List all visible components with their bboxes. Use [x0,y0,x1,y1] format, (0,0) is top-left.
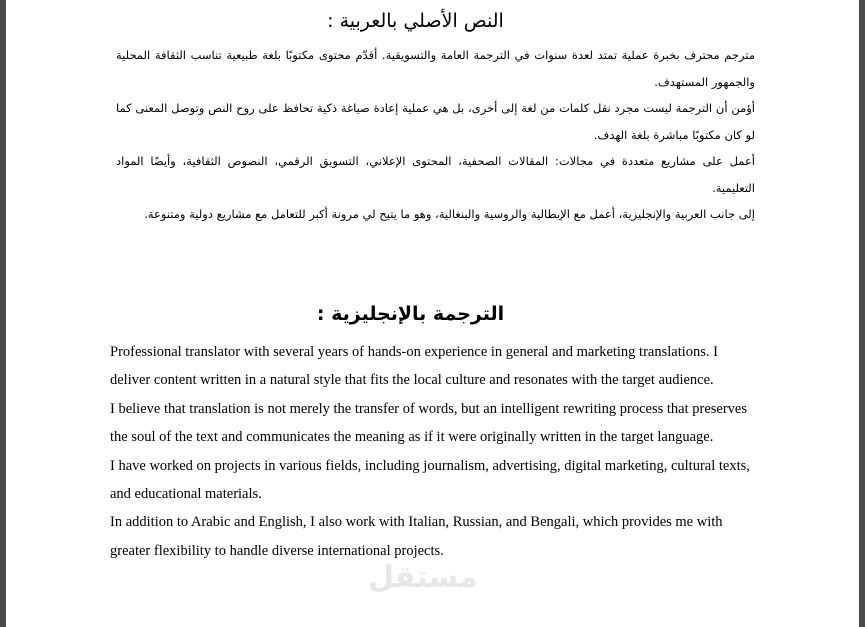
arabic-body [116,42,755,228]
english-body [110,338,758,565]
watermark-logo: مستقل [368,560,478,595]
english-translation-heading: الترجمة بالإنجليزية : [316,303,505,325]
arabic-paragraph: أؤمن أن الترجمة ليست مجرد نقل كلمات من لغة إلى أخرى، بل هي عملية إعادة صياغة ذكية تحافظ على روح النص وتوصل المعنى كما لو كان مكتوبًا مباشرة بلغة الهدف. [116,101,755,142]
english-paragraph: I believe that translation is not merely the transfer of words, but an intelligent rewriting process that preserves the soul of the text and communicates the meaning as if it were originally written in the target language. [110,400,748,446]
viewer-right-edge [859,0,865,627]
english-paragraph: I have worked on projects in various fields, including journalism, advertising, digital marketing, cultural texts, and educational materials. [110,457,750,503]
arabic-original-heading: النص الأصلي بالعربية : [327,10,504,32]
document-page [6,0,859,627]
english-paragraph: In addition to Arabic and English, I also work with Italian, Russian, and Bengali, which provides me with greater flexibility to handle diverse international projects. [110,514,723,559]
english-paragraph: Professional translator with several years of hands-on experience in general and marketing translations. I deliver content written in a natural style that fits the local culture and resonates with the target audience. [110,344,718,389]
arabic-paragraph: مترجم محترف بخبرة عملية تمتد لعدة سنوات في الترجمة العامة والتسويقية. أقدّم محتوى مكتوبًا بلغة طبيعية تناسب الثقافة المحلية والجمهور المستهدف. [116,48,755,89]
arabic-paragraph: أعمل على مشاريع متعددة في مجالات: المقالات الصحفية، المحتوى الإعلاني، التسويق الرقمي، النصوص الثقافية، وأيضًا المواد التعليمية. [116,154,755,195]
arabic-paragraph: إلى جانب العربية والإنجليزية، أعمل مع الإيطالية والروسية والبنغالية، وهو ما يتيح لي مرونة أكبر للتعامل مع مشاريع دولية ومتنوعة. [144,207,755,221]
